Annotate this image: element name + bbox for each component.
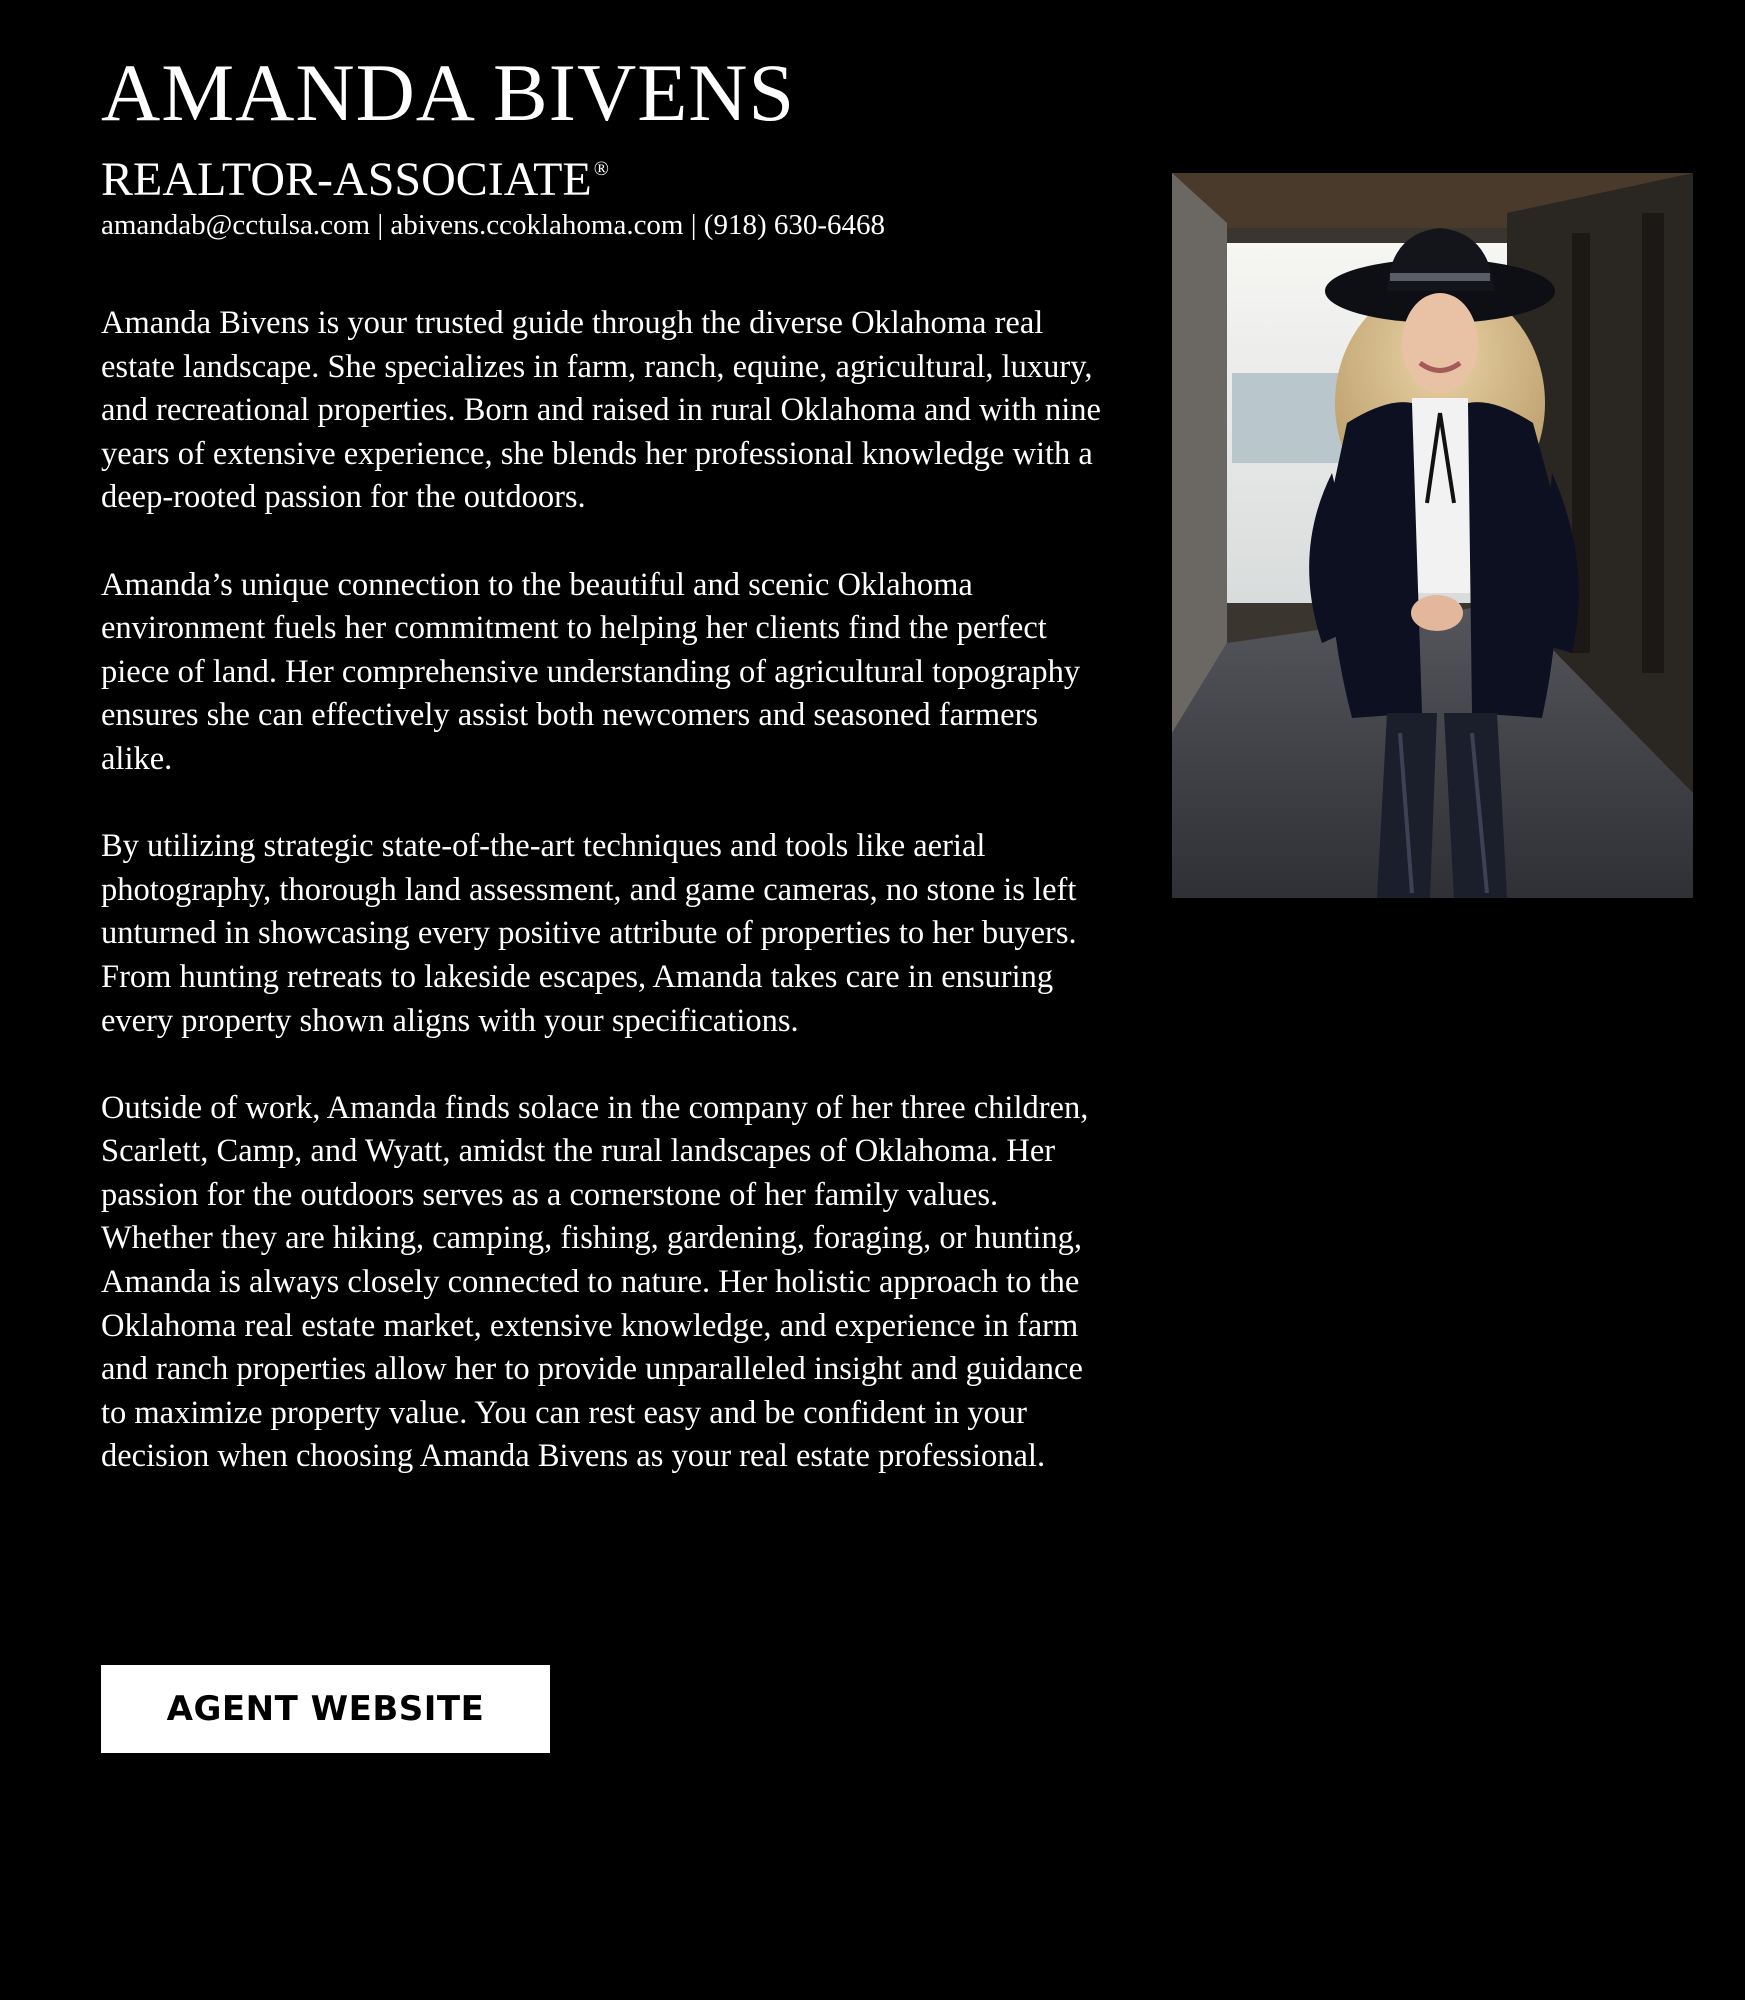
portrait-illustration [1172, 173, 1693, 898]
bio-paragraph-2: Amanda’s unique connection to the beautiful and scenic Oklahoma environment fuels her commitment to helping her clients find the perfect piece of land. Her comprehensive understanding of agricultural topography ensures she can effectively assist both newcomers and seasoned farmers alike. [101, 566, 1081, 777]
bio-paragraph-1: Amanda Bivens is your trusted guide through the diverse Oklahoma real estate landscape. She specializes in farm, ranch, equine, agricultural, luxury, and recreational properties. Born and raised in rural Oklahoma and with nine years of extensive experience, she blends her professional knowledge with a deep-rooted passion for the outdoors. [101, 305, 1101, 516]
agent-portrait-photo [1172, 173, 1693, 898]
bio-paragraph-3: By utilizing strategic state-of-the-art techniques and tools like aerial photography, thorough land assessment, and game cameras, no stone is left unturned in showcasing every positive attribute of properties to her buyers. From hunting retreats to lakeside escapes, Amanda takes care in ensuring every property shown aligns with your specifications. [101, 828, 1077, 1039]
bio-paragraph-4: Outside of work, Amanda finds solace in the company of her three children, Scarlett, Camp, and Wyatt, amidst the rural landscapes of Oklahoma. Her passion for the outdoors serves as a cornerstone of her family values. Whether they are hiking, camping, fishing, gardening, foraging, or hunting, Amanda is always closely connected to nature. Her holistic approach to the Oklahoma real estate market, extensive knowledge, and experience in farm and ranch properties allow her to provide unparalleled insight and guidance to maximize property value. You can rest easy and be confident in your decision when choosing Amanda Bivens as your real estate professional. [101, 1089, 1089, 1475]
agent-bio [101, 302, 1111, 1523]
agent-name: AMANDA BIVENS [101, 47, 796, 138]
agent-contact-line: amandab@cctulsa.com | abivens.ccoklahoma.com | (918) 630-6468 [101, 209, 886, 241]
agent-title [101, 153, 609, 206]
registered-mark: ® [593, 158, 609, 180]
agent-title-text: REALTOR-ASSOCIATE [101, 153, 592, 206]
agent-website-button[interactable]: AGENT WEBSITE [101, 1665, 550, 1753]
